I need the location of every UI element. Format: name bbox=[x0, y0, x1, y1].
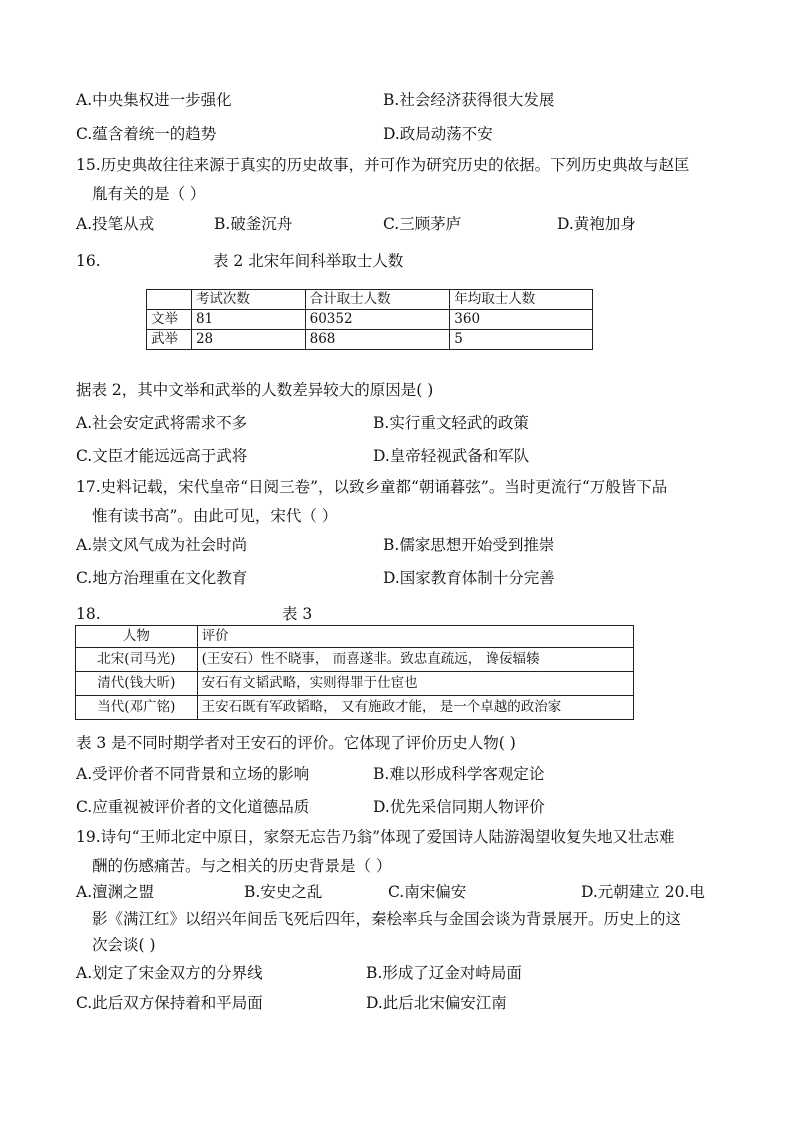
q15-option-c: C.三顾茅庐 bbox=[383, 215, 462, 233]
table-cell: 文举 bbox=[147, 310, 192, 330]
table-header-cell bbox=[147, 290, 192, 310]
table-cell: 28 bbox=[191, 330, 305, 350]
table-row bbox=[76, 696, 634, 720]
q18-option-a: A.受评价者不同背景和立场的影响 bbox=[76, 765, 310, 783]
table-header-cell: 人物 bbox=[76, 626, 198, 648]
q16-option-c: C.文臣才能远远高于武将 bbox=[76, 447, 248, 465]
table-row bbox=[76, 672, 634, 696]
q20-stem-line1: 影《满江红》以绍兴年间岳飞死后四年，秦桧率兵与金国会谈为背景展开。历史上的这 bbox=[92, 910, 682, 928]
table-cell: 5 bbox=[450, 330, 593, 350]
q19-option-b: B.安史之乱 bbox=[244, 883, 323, 901]
q14-option-a: A.中央集权进一步强化 bbox=[76, 91, 232, 109]
q16-number: 16. bbox=[76, 252, 101, 270]
q18-option-c: C.应重视被评价者的文化道德品质 bbox=[76, 798, 310, 816]
q17-option-b: B.儒家思想开始受到推崇 bbox=[383, 536, 555, 554]
q15-stem-line1: 15.历史典故往往来源于真实的历史故事，并可作为研究历史的依据。下列历史典故与赵匡 bbox=[76, 156, 690, 174]
q16-option-d: D.皇帝轻视武备和军队 bbox=[373, 447, 530, 465]
table-cell: (王安石）性不晓事， 而喜遂非。致忠直疏远， 谗佞辐辏 bbox=[197, 648, 633, 672]
table-header-cell: 评价 bbox=[197, 626, 633, 648]
q17-stem-line2: 惟有读书高”。由此可见，宋代（ ） bbox=[92, 507, 338, 525]
q20-option-c: C.此后双方保持着和平局面 bbox=[76, 994, 263, 1012]
table-cell: 81 bbox=[191, 310, 305, 330]
q20-option-a: A.划定了宋金双方的分界线 bbox=[76, 964, 263, 982]
table-cell: 武举 bbox=[147, 330, 192, 350]
table-header-row bbox=[147, 290, 593, 310]
table-cell: 当代(邓广铭) bbox=[76, 696, 198, 720]
q19-stem-line2: 酬的伤感痛苦。与之相关的历史背景是（ ） bbox=[92, 857, 392, 875]
q16-table-title: 表 2 北宋年间科举取士人数 bbox=[213, 252, 404, 270]
q17-option-a: A.崇文风气成为社会时尚 bbox=[76, 536, 248, 554]
table-cell: 安石有文韬武略，实则得罪于仕宦也 bbox=[197, 672, 633, 696]
q16-option-a: A.社会安定武将需求不多 bbox=[76, 414, 248, 432]
q19-option-c: C.南宋偏安 bbox=[388, 883, 467, 901]
q18-number: 18. bbox=[76, 605, 101, 623]
table-row bbox=[76, 648, 634, 672]
q18-stem: 表 3 是不同时期学者对王安石的评价。它体现了评价历史人物( ) bbox=[76, 734, 516, 752]
q14-option-d: D.政局动荡不安 bbox=[383, 125, 493, 143]
table-header-cell: 年均取士人数 bbox=[450, 290, 593, 310]
table-header-cell: 合计取士人数 bbox=[305, 290, 450, 310]
q15-stem-line2: 胤有关的是（ ） bbox=[92, 185, 206, 203]
q15-option-b: B.破釜沉舟 bbox=[214, 215, 293, 233]
table-cell: 360 bbox=[450, 310, 593, 330]
q17-option-c: C.地方治理重在文化教育 bbox=[76, 569, 248, 587]
q16-table bbox=[146, 289, 593, 350]
q20-stem-line2: 次会谈( ) bbox=[92, 936, 156, 954]
q18-table-title: 表 3 bbox=[282, 605, 313, 623]
q16-stem: 据表 2，其中文举和武举的人数差异较大的原因是( ) bbox=[76, 381, 434, 399]
q18-option-d: D.优先采信同期人物评价 bbox=[373, 798, 545, 816]
q20-option-d: D.此后北宋偏安江南 bbox=[366, 994, 507, 1012]
q14-option-b: B.社会经济获得很大发展 bbox=[383, 91, 555, 109]
q15-option-d: D.黄袍加身 bbox=[557, 215, 636, 233]
table-cell: 868 bbox=[305, 330, 450, 350]
q17-stem-line1: 17.史料记载，宋代皇帝“日阅三卷”，以致乡童都“朝诵暮弦”。当时更流行“万般皆下品 bbox=[76, 478, 668, 496]
table-cell: 北宋(司马光) bbox=[76, 648, 198, 672]
q20-option-b: B.形成了辽金对峙局面 bbox=[366, 964, 522, 982]
q19-stem-line1: 19.诗句“王师北定中原日，家祭无忘告乃翁”体现了爱国诗人陆游渴望收复失地又壮志难 bbox=[76, 828, 675, 846]
table-cell: 60352 bbox=[305, 310, 450, 330]
q18-table bbox=[75, 625, 634, 720]
table-header-row bbox=[76, 626, 634, 648]
table-row bbox=[147, 330, 593, 350]
table-header-cell: 考试次数 bbox=[191, 290, 305, 310]
q19-option-d: D.元朝建立 20.电 bbox=[581, 883, 705, 901]
q17-option-d: D.国家教育体制十分完善 bbox=[383, 569, 555, 587]
q18-option-b: B.难以形成科学客观定论 bbox=[373, 765, 545, 783]
table-cell: 清代(钱大昕) bbox=[76, 672, 198, 696]
q15-option-a: A.投笔从戎 bbox=[76, 215, 155, 233]
q19-option-a: A.澶渊之盟 bbox=[76, 883, 155, 901]
table-cell: 王安石既有军政韬略， 又有施政才能， 是一个卓越的政治家 bbox=[197, 696, 633, 720]
q14-option-c: C.蕴含着统一的趋势 bbox=[76, 125, 217, 143]
q16-option-b: B.实行重文轻武的政策 bbox=[373, 414, 529, 432]
table-row bbox=[147, 310, 593, 330]
